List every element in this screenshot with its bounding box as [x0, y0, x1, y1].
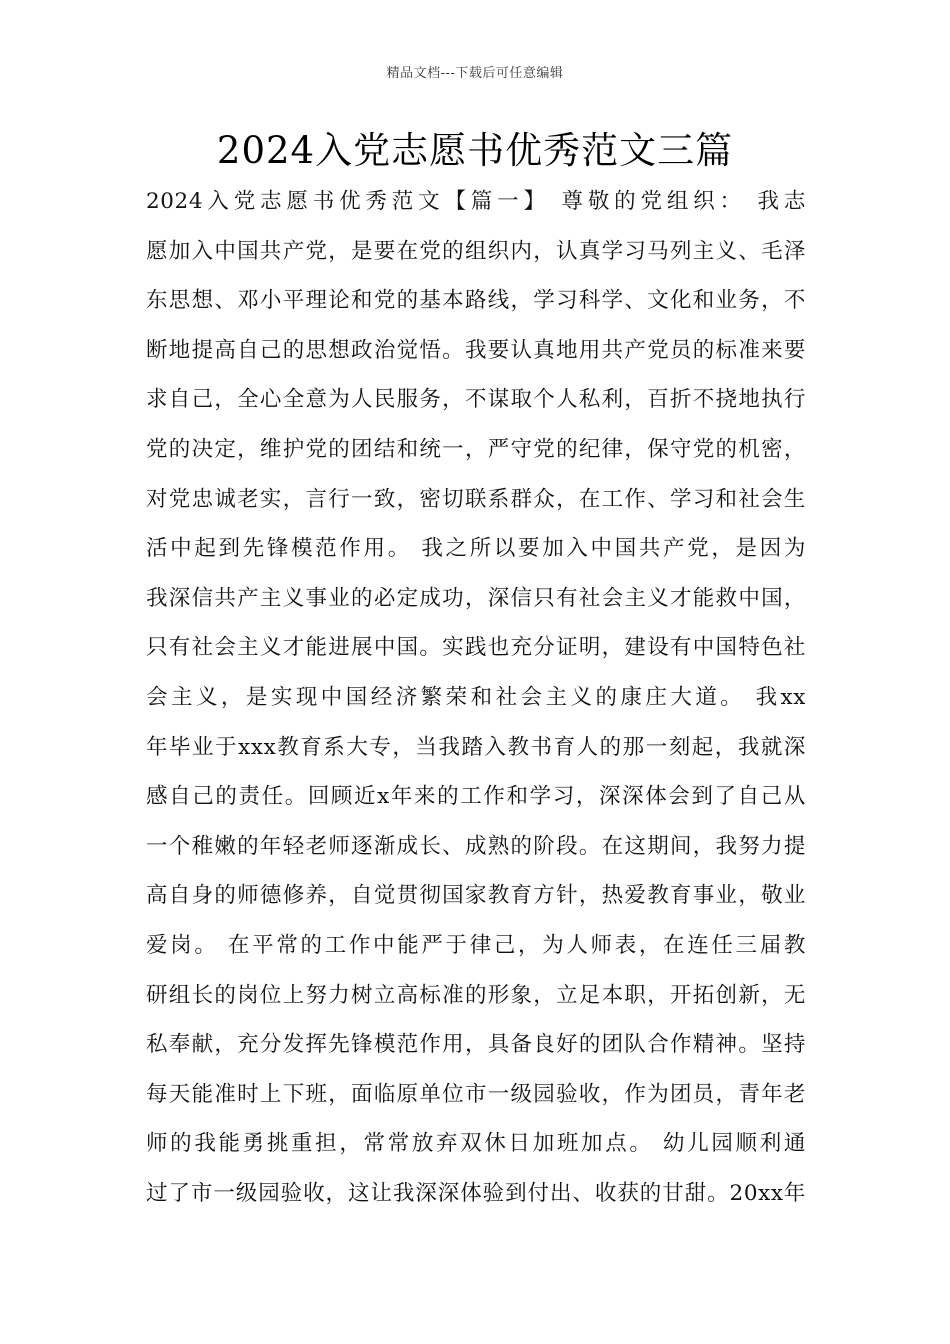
header-note: 精品文档---下载后可任意编辑: [386, 66, 564, 81]
body-line: 高自身的师德修养，自觉贯彻国家教育方针，热爱教育事业，敬业: [146, 883, 806, 909]
body-line: 过了市一级园验收，这让我深深体验到付出、收获的甘甜。20xx年: [146, 1180, 806, 1206]
body-line: 感自己的责任。回顾近x年来的工作和学习，深深体会到了自己从: [146, 784, 806, 810]
body-line: 我深信共产主义事业的必定成功，深信只有社会主义才能救中国，: [146, 585, 806, 611]
body-line: 2024入党志愿书优秀范文【篇一】 尊敬的党组织： 我志: [146, 189, 806, 214]
document-title: 2024入党志愿书优秀范文三篇: [216, 129, 734, 172]
body-line: 一个稚嫩的年轻老师逐渐成长、成熟的阶段。在这期间，我努力提: [146, 833, 806, 859]
body-line: 活中起到先锋模范作用。 我之所以要加入中国共产党，是因为: [146, 536, 806, 562]
body-line: 党的决定，维护党的团结和统一，严守党的纪律，保守党的机密，: [146, 436, 806, 462]
body-line: 会主义，是实现中国经济繁荣和社会主义的康庄大道。 我xx: [146, 684, 806, 710]
body-line: 愿加入中国共产党，是要在党的组织内，认真学习马列主义、毛泽: [146, 238, 806, 264]
body-line: 研组长的岗位上努力树立高标准的形象，立足本职，开拓创新，无: [146, 982, 806, 1008]
body-line: 对党忠诚老实，言行一致，密切联系群众，在工作、学习和社会生: [146, 486, 806, 512]
body-line: 东思想、邓小平理论和党的基本路线，学习科学、文化和业务，不: [146, 288, 806, 314]
body-line: 只有社会主义才能进展中国。实践也充分证明，建设有中国特色社: [146, 635, 806, 661]
body-line: 师的我能勇挑重担，常常放弃双休日加班加点。 幼儿园顺利通: [146, 1131, 806, 1157]
body-line: 爱岗。 在平常的工作中能严于律己，为人师表，在连任三届教: [146, 932, 806, 958]
body-line: 年毕业于xxx教育系大专，当我踏入教书育人的那一刻起，我就深: [146, 734, 806, 760]
body-text: [146, 177, 806, 1218]
body-line: 私奉献，充分发挥先锋模范作用，具备良好的团队合作精神。坚持: [146, 1032, 806, 1058]
body-line: 断地提高自己的思想政治觉悟。我要认真地用共产党员的标准来要: [146, 337, 806, 363]
body-line: 求自己，全心全意为人民服务，不谋取个人私利，百折不挠地执行: [146, 387, 806, 413]
body-line: 每天能准时上下班，面临原单位市一级园验收，作为团员，青年老: [146, 1081, 806, 1107]
